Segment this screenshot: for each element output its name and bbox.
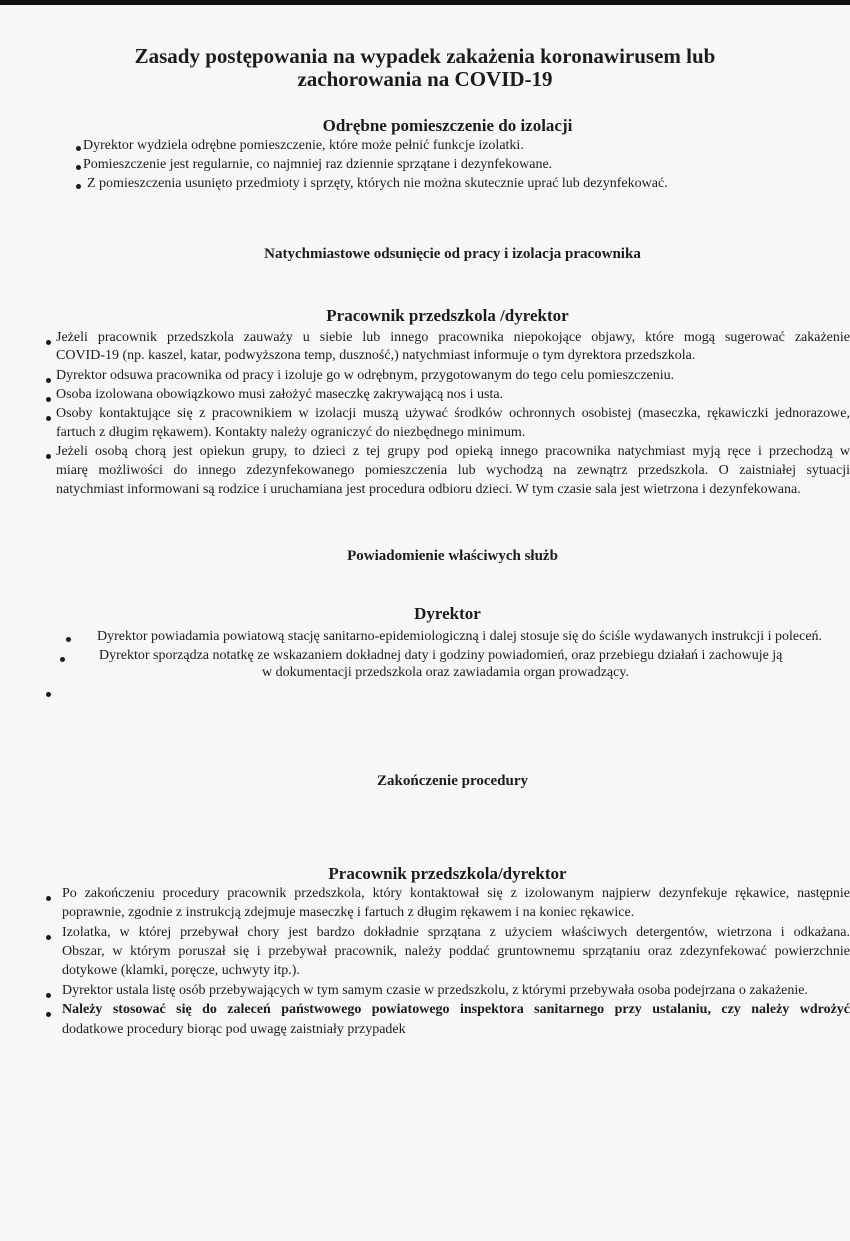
removal-item-3: Osoba izolowana obowiązkowo musi założyć maseczkę zakrywającą nos i usta. [56,387,504,402]
end-item-1-line-1: Po zakończeniu procedury pracownik przedszkola, który kontaktował się z izolowanym najpierw dezynfekuje rękawice, następnie [62,886,850,901]
heading-immediate-removal: Natychmiastowe odsunięcie od pracy i izolacja pracownika [264,246,641,262]
bullet [46,397,51,402]
removal-item-2: Dyrektor odsuwa pracownika od pracy i izoluje go w odrębnym, przygotowanym do tego celu pomieszczeniu. [56,368,675,383]
heading-isolation-room: Odrębne pomieszczenie do izolacji [322,116,573,135]
bullet [46,935,51,940]
bullet [76,146,81,151]
notification-item-1: Dyrektor powiadamia powiatową stację sanitarno-epidemiologiczną i dalej stosuje się do ściśle wydawanych instrukcji i poleceń. [97,629,823,644]
removal-item-1-line-1: Jeżeli pracownik przedszkola zauważy u siebie lub innego pracownika niepokojące objawy, które mogą sugerować zakażenie [56,330,850,345]
removal-item-5-line-1: Jeżeli osobą chorą jest opiekun grupy, to dzieci z tej grupy pod opieką innego pracownika natychmiast myją ręce i przechodzą w [56,444,850,459]
bullet [46,378,51,383]
end-item-4-line-2: dodatkowe procedury biorąc pod uwagę zaistniały przypadek [62,1022,406,1037]
removal-item-4-line-1: Osoby kontaktujące się z pracownikiem w izolacji muszą używać środków ochronnych osobistej (maseczka, rękawiczki jednorazowe, [56,406,850,421]
end-item-2-line-1: Izolatka, w której przebywał chory jest bardzo dokładnie sprzątana z użyciem właściwych detergentów, wietrzona i odkażana. [62,925,850,940]
bullet [46,1012,51,1017]
notification-item-2-line-2: w dokumentacji przedszkola oraz zawiadamia organ prowadzący. [262,665,629,680]
bullet [76,184,81,189]
end-item-1-line-2: poprawnie, zgodnie z instrukcją zdejmuje maseczkę i fartuch z długim rękawem i na koniec rękawice. [62,905,635,920]
document-title-line-1: Zasady postępowania na wypadek zakażenia koronawirusem lub [134,44,716,68]
removal-item-1-line-2: COVID-19 (np. kaszel, katar, podwyższona temp, duszność,) natychmiast informuje o tym dyrektora przedszkola. [56,348,696,363]
isolation-item-2: Pomieszczenie jest regularnie, co najmniej raz dziennie sprzątane i dezynfekowane. [83,157,553,172]
removal-item-4-line-2: fartuch z długim rękawem). Kontakty należy ograniczyć do niezbędnego minimum. [56,425,526,440]
end-item-2-line-2: Obszar, w którym poruszał się i przebywał pracownik, należy poddać gruntownemu sprzątaniu oraz zdezynfekować powierzchnie [62,944,850,959]
end-item-2-line-3: dotykowe (klamki, poręcze, uchwyty itp.). [62,963,300,978]
bullet [66,637,71,642]
removal-item-5-line-3: natychmiast informowani są rodzice i uruchamiana jest procedura odbioru dzieci. W tym czasie sala jest wietrzona i dezynfekowana. [56,482,801,497]
notification-item-2-line-1: Dyrektor sporządza notatkę ze wskazaniem dokładnej daty i godziny powiadomień, oraz przebiegu działań i zachowuje ją [99,648,783,663]
empty-bullet [46,692,51,697]
bullet [46,454,51,459]
subheading-employee-director: Pracownik przedszkola /dyrektor [326,306,569,325]
heading-end-procedure: Zakończenie procedury [377,773,528,789]
document-title-line-2: zachorowania na COVID-19 [297,67,553,91]
bullet [46,896,51,901]
removal-item-5-line-2: miarę możliwości do innego zdezynfekowanego pomieszczenia lub wychodzą na zewnątrz przedszkola. O zaistniałej sytuacji [56,463,850,478]
subheading-employee-director-2: Pracownik przedszkola/dyrektor [328,864,567,883]
bullet [46,340,51,345]
isolation-item-3: Z pomieszczenia usunięto przedmioty i sprzęty, których nie można skutecznie uprać lub dezynfekować. [87,176,668,191]
heading-notification: Powiadomienie właściwych służb [347,548,558,564]
bullet [46,993,51,998]
bullet [76,165,81,170]
isolation-item-1: Dyrektor wydziela odrębne pomieszczenie, które może pełnić funkcje izolatki. [83,138,524,153]
subheading-director: Dyrektor [414,604,481,623]
bullet [60,657,65,662]
end-item-3: Dyrektor ustala listę osób przebywających w tym samym czasie w przedszkolu, z którymi przebywała osoba podejrzana o zakażenie. [62,983,808,998]
scan-top-edge [0,0,850,5]
end-item-4-line-1: Należy stosować się do zaleceń państwowego powiatowego inspektora sanitarnego przy ustalaniu, czy należy wdrożyć [62,1002,850,1017]
bullet [46,416,51,421]
